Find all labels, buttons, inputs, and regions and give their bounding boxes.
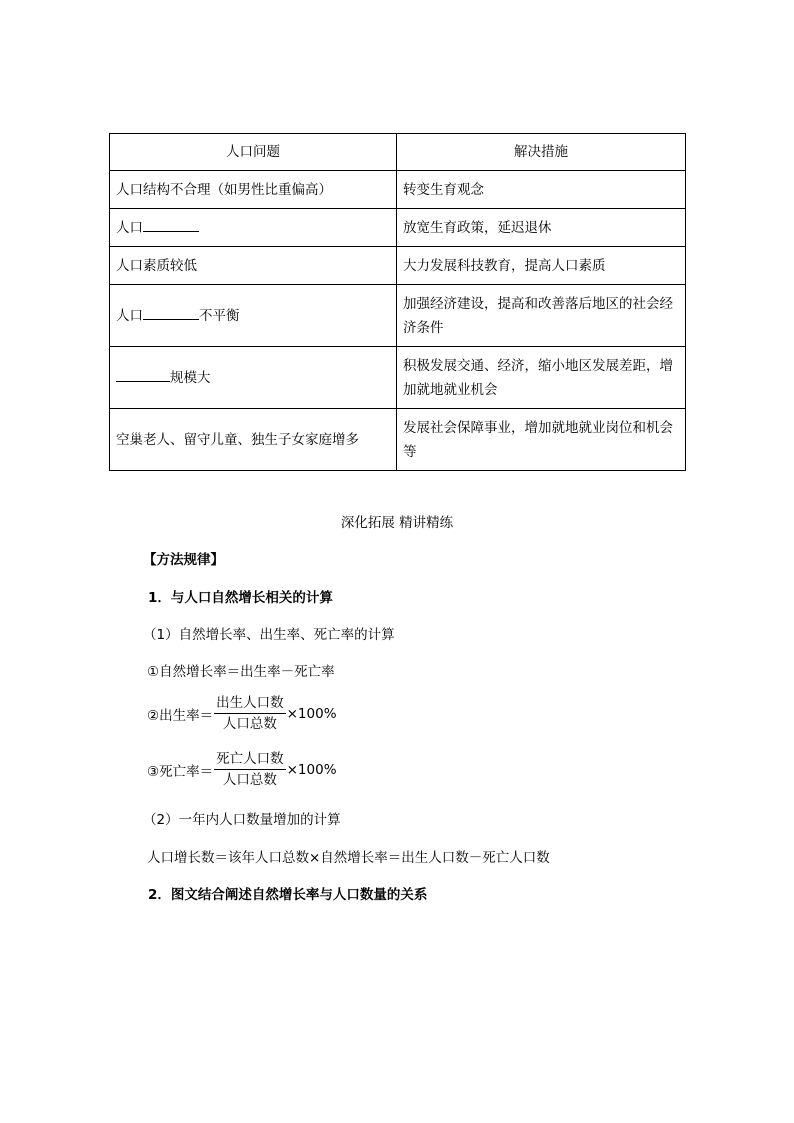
problem-cell: 人口素质较低 [110,247,397,285]
measure-cell: 加强经济建设，提高和改善落后地区的社会经济条件 [397,285,686,347]
formula-natural-growth: ①自然增长率＝出生率－死亡率 [147,664,335,680]
table-row [110,409,686,471]
table-row [110,285,686,347]
problem-cell: 人口结构不合理（如男性比重偏高） [110,171,397,209]
section-title: 深化拓展 精讲精练 [340,515,454,531]
fraction [214,694,286,733]
problem-prefix: 人口 [116,219,143,236]
table-row [110,347,686,409]
fraction [214,750,286,789]
measure-cell: 大力发展科技教育，提高人口素质 [397,247,686,285]
header-measure: 解决措施 [397,134,686,171]
fraction-denominator: 人口总数 [222,716,277,732]
problem-cell [110,347,397,409]
formula-death-rate [147,750,337,789]
item2-heading: 2．图文结合阐述自然增长率与人口数量的关系 [148,887,428,903]
problem-cell [110,285,397,347]
formula-birth-rate [147,694,337,733]
measure-cell: 放宽生育政策，延迟退休 [397,209,686,247]
fill-blank [143,217,199,232]
fraction-numerator: 出生人口数 [214,694,286,714]
formula-growth-number: 人口增长数＝该年人口总数×自然增长率＝出生人口数－死亡人口数 [147,850,550,866]
population-issues-table [109,133,686,471]
problem-suffix: 规模大 [170,369,211,386]
header-problem: 人口问题 [110,134,397,171]
measure-cell: 发展社会保障事业，增加就地就业岗位和机会等 [397,409,686,471]
item1-heading: 1．与人口自然增长相关的计算 [148,590,333,606]
formula-lhs: ③死亡率＝ [147,763,214,780]
problem-suffix: 不平衡 [199,307,240,324]
table-row [110,209,686,247]
fill-blank [143,305,199,320]
fill-blank [116,367,170,382]
table-header-row [110,134,686,171]
measure-cell: 转变生育观念 [397,171,686,209]
sub1-heading: （1）自然增长率、出生率、死亡率的计算 [143,627,395,643]
formula-lhs: ②出生率＝ [147,707,214,724]
sub2-heading: （2）一年内人口数量增加的计算 [143,812,341,828]
problem-prefix: 人口 [116,307,143,324]
formula-tail: ×100% [286,705,337,722]
table-row [110,171,686,209]
problem-cell: 空巢老人、留守儿童、独生子女家庭增多 [110,409,397,471]
table-row [110,247,686,285]
fraction-denominator: 人口总数 [222,772,277,788]
measure-cell: 积极发展交通、经济，缩小地区发展差距，增加就地就业机会 [397,347,686,409]
problem-cell [110,209,397,247]
formula-tail: ×100% [286,761,337,778]
method-label: 【方法规律】 [143,552,224,568]
fraction-numerator: 死亡人口数 [214,750,286,770]
